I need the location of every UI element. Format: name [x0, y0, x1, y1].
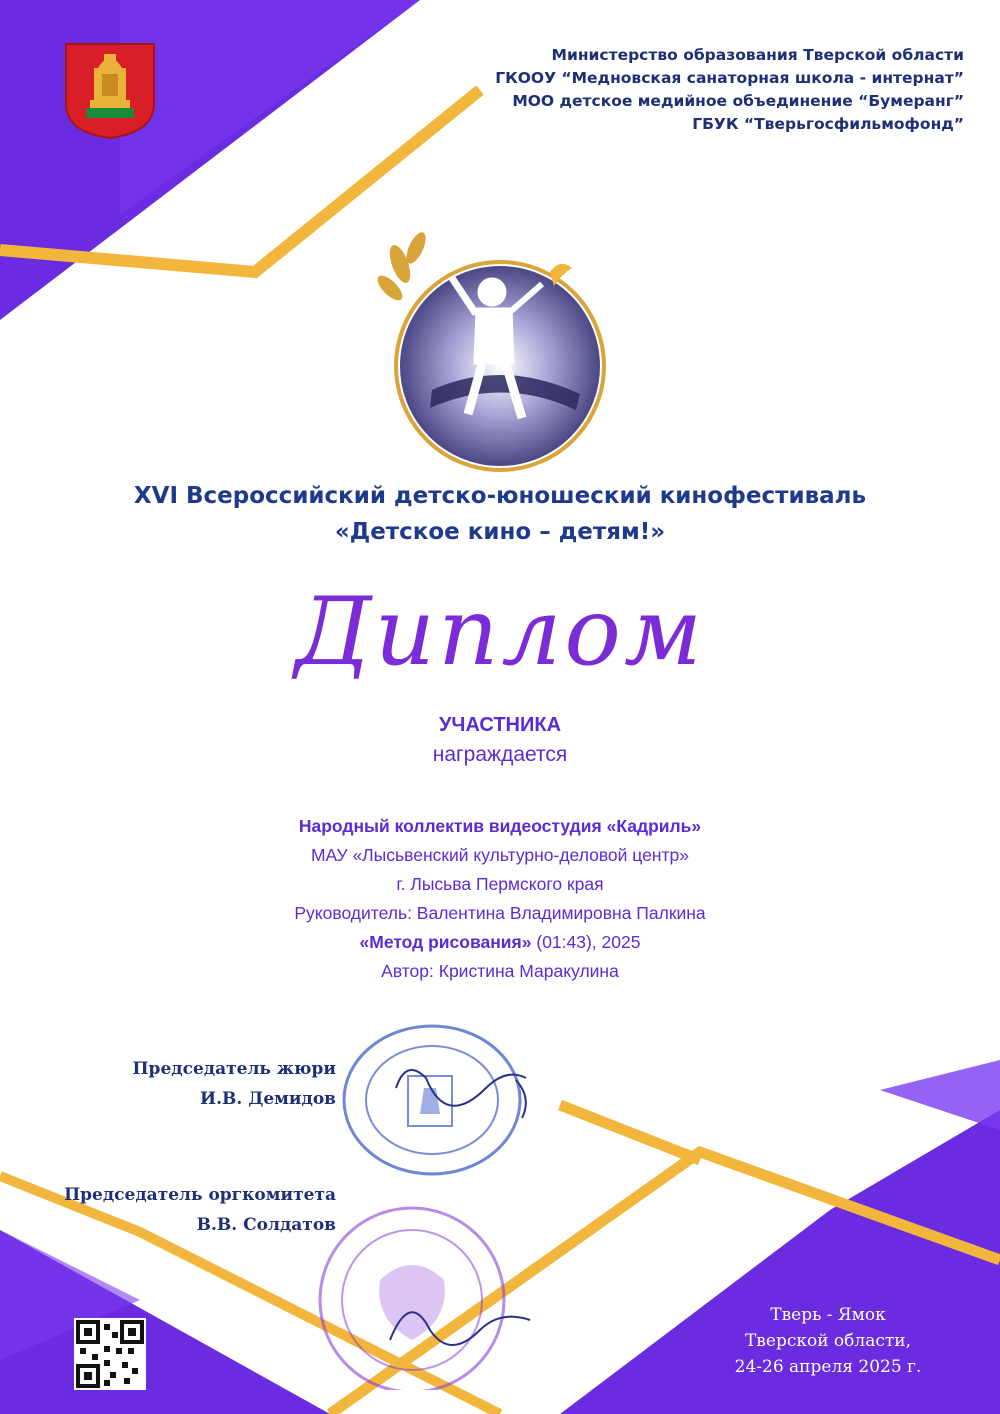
committee-role: Председатель оргкомитета: [64, 1185, 336, 1205]
awardee-film: [0, 928, 1000, 957]
awardee-city: г. Лысьва Пермского края: [396, 874, 604, 894]
committee-name: В.В. Солдатов: [196, 1215, 336, 1235]
organizer-filmfond: ГБУК “Тверьгосфильмофонд”: [692, 115, 964, 133]
film-meta: (01:43), 2025: [531, 932, 641, 952]
event-dates: 24-26 апреля 2025 г.: [734, 1357, 922, 1377]
organizer-school: ГКООУ “Медновская санаторная школа - интернат”: [495, 69, 964, 87]
jury-name: И.В. Демидов: [200, 1089, 336, 1109]
jury-signature-block: [100, 1054, 336, 1114]
awarded-label: награждается: [432, 743, 568, 766]
place-line2: Тверской области,: [744, 1331, 912, 1351]
top-purple-wedge-light: [120, 0, 420, 215]
diploma-kind-block: [0, 710, 1000, 770]
place-date-block: [708, 1302, 948, 1380]
festival-title: [0, 478, 1000, 550]
bottom-purple-right-light: [880, 1060, 1000, 1130]
qr-code-icon[interactable]: [74, 1318, 146, 1390]
awardee-leader: Руководитель: Валентина Владимировна Палкина: [294, 903, 706, 923]
bottom-gold-chevron-b: [560, 1105, 700, 1160]
tver-coat-of-arms-icon: [64, 42, 156, 140]
place-line1: Тверь - Ямок: [770, 1305, 886, 1325]
awardee-org: МАУ «Лысьвенский культурно-деловой центр»: [310, 845, 690, 865]
awardee-name: Народный коллектив видеостудия «Кадриль»: [298, 816, 702, 836]
diploma-heading: Диплом: [295, 578, 705, 687]
awardee-author: Автор: Кристина Маракулина: [381, 961, 619, 981]
round-seal-stamp-icon: [300, 1190, 550, 1390]
festival-logo-boy-with-trumpet-icon: [372, 218, 628, 474]
committee-signature-block: [30, 1180, 336, 1240]
organizer-media: МОО детское медийное объединение “Бумеранг”: [512, 92, 964, 110]
film-title: «Метод рисования»: [359, 932, 532, 952]
festival-title-line2: «Детское кино – детям!»: [334, 519, 666, 545]
round-seal-stamp-icon: [336, 1018, 552, 1180]
festival-title-line1: XVI Всероссийский детско-юношеский кинофестиваль: [133, 483, 867, 509]
awardee-block: [0, 812, 1000, 986]
organizers-block: [444, 44, 964, 136]
jury-role: Председатель жюри: [132, 1059, 336, 1079]
organizer-ministry: Министерство образования Тверской области: [551, 46, 964, 64]
diploma-kind: УЧАСТНИКА: [438, 714, 562, 736]
